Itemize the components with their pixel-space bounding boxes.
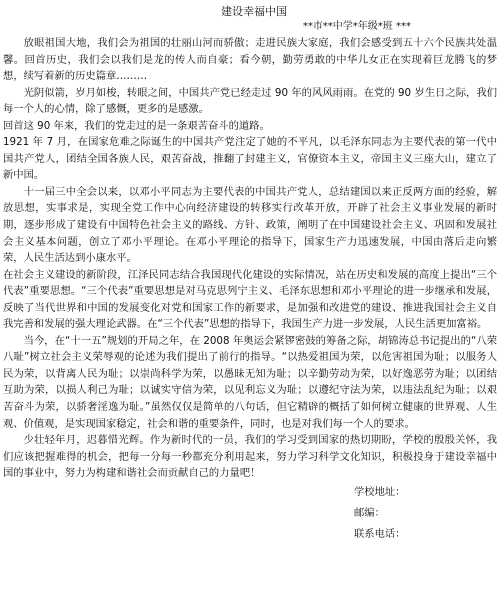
paragraph-conclusion: 少壮轻年月，迟暮惜光辉。作为新时代的一员，我们的学习受到国家的热切期盼，学校的殷殷关怀，我们应该把握难得的机会，把每一分每一秒都充分利用起来，努力学习科学文化知识，积极投身于建设幸福中国的事业中，努力为构建和谐社会而贡献自己的力量吧！ xyxy=(3,434,497,480)
document-title: 建设幸福中国 xyxy=(221,5,287,18)
body-text xyxy=(3,35,497,482)
paragraph-1921: 1921 年 7 月，在国家危难之际诞生的中国共产党注定了她的不平凡，以毛泽东同志为主要代表的第一代中国共产党人，团结全国各族人民，艰苦奋战，推翻了封建主义，官僚资本主义，帝国主义三座大山，建立了新中国。 xyxy=(3,136,497,182)
paragraph-eight-honors: 当今，在“十一五”规划的开局之年，在 2008 年奥运会紧锣密鼓的筹备之际，胡锦涛总书记提出的“八荣八耻”树立社会主义荣辱观的论述为我们提出了前行的指导。“以热爱祖国为荣，以危害祖国为耻；以服务人民为荣，以背离人民为耻；以崇尚科学为荣，以愚昧无知为耻；以辛勤劳动为荣，以好逸恶劳为耻；以团结互助为荣，以损人利己为耻；以诚实守信为荣，以见利忘义为耻；以遵纪守法为荣，以违法乱纪为耻；以艰苦奋斗为荣，以骄奢淫逸为耻。”虽然仅仅是简单的八句话，但它精辟的概括了如何树立健康的世界观、人生观、价值观，是实现国家稳定，社会和谐的重要条件，同时，也是对我们每一个人的要求。 xyxy=(3,334,497,430)
paragraph-intro: 放眼祖国大地，我们会为祖国的壮丽山河而骄傲；走进民族大家庭，我们会感受到五十六个民族共处温馨。回首历史，我们会以我们是龙的传人而自豪；看今朝，勤劳勇敢的中华儿女正在实现着巨龙腾飞的梦想，续写着新的历史篇章……… xyxy=(3,37,497,83)
paragraph-anniversary: 光阴似箭，岁月如梭，转眼之间，中国共产党已经走过 90 年的风风雨雨。在党的 90 岁生日之际，我们每一个人的心情，除了感慨，更多的是感激。 xyxy=(3,86,497,116)
paragraph-review: 回首这 90 年来，我们的党走过的是一条艰苦奋斗的道路。 xyxy=(3,119,270,132)
author-line: **市**中学*年级*班 *** xyxy=(302,21,411,32)
paragraph-three-represents: 在社会主义建设的新阶段，江泽民同志结合我国现代化建设的实际情况，站在历史和发展的高度上提出“三个代表”重要思想。“三个代表”重要思想是对马克思列宁主义、毛泽东思想和邓小平理论的进一步继承和发展，反映了当代世界和中国的发展变化对党和国家工作的新要求，是加强和改进党的建设、推进我国社会主义自我完善和发展的强大理论武器。在“三个代表”思想的指导下，我国生产力进一步发展，人民生活更加富裕。 xyxy=(3,268,497,331)
postcode-label: 邮编： xyxy=(354,506,385,519)
paragraph-reform: 十一届三中全会以来，以邓小平同志为主要代表的中国共产党人，总结建国以来正反两方面的经验，解放思想，实事求是，实现全党工作中心向经济建设的转移实行改革开放，开辟了社会主义事业发展的新时期，逐步形成了建设有中国特色社会主义的路线、方针、政策，阐明了在中国建设社会主义、巩固和发展社会主义基本问题，创立了邓小平理论。在邓小平理论的指导下，国家生产力迅速发展，中国由落后走向繁荣，人民生活达到小康水平。 xyxy=(3,185,497,265)
phone-label: 联系电话： xyxy=(354,527,406,540)
contact-block xyxy=(3,482,497,545)
school-address-label: 学校地址： xyxy=(354,485,406,498)
